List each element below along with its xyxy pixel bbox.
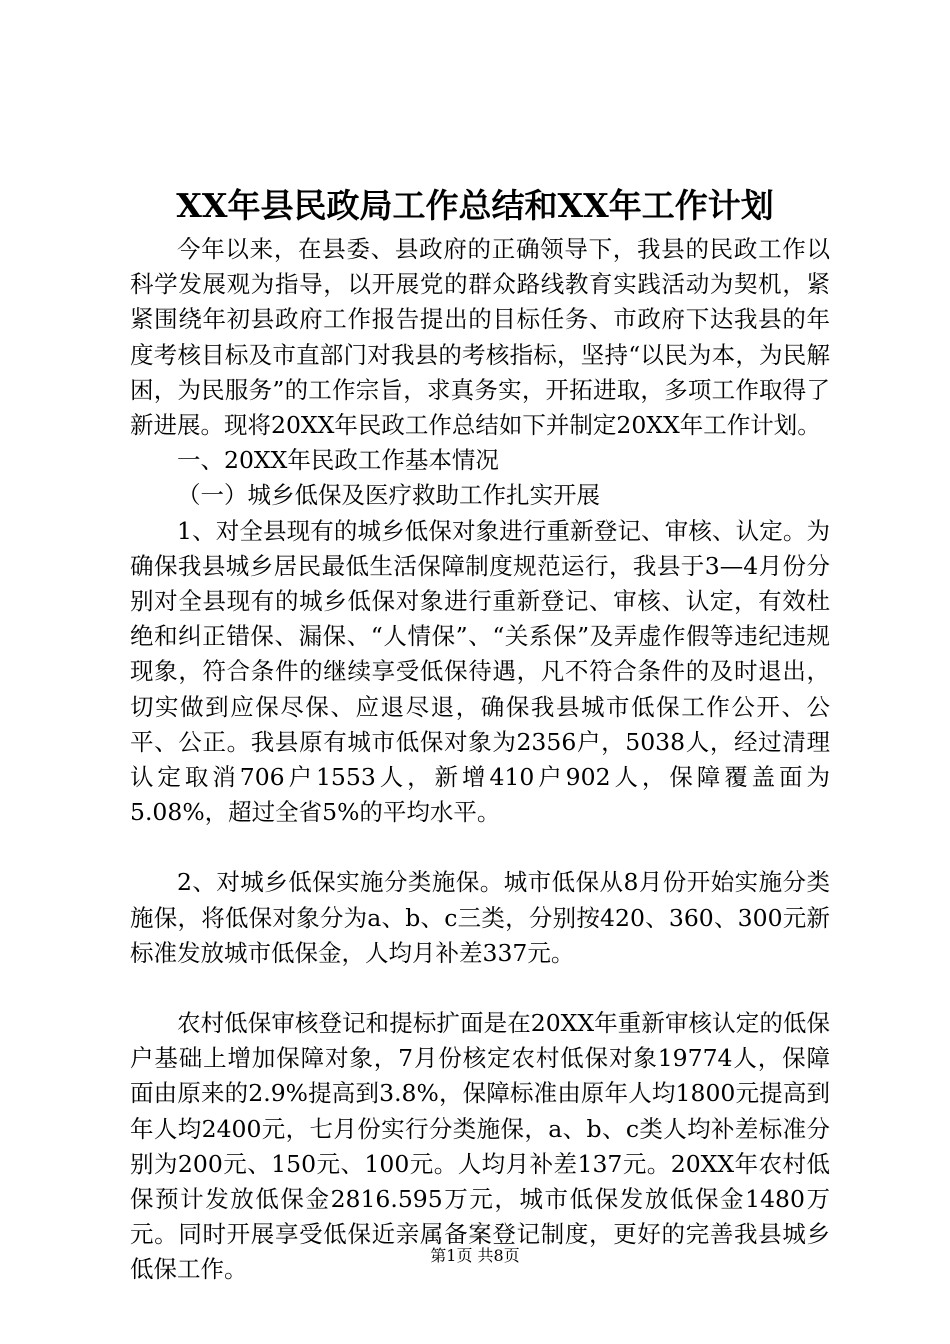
document-body	[130, 232, 830, 1288]
paragraph-rural-subsidy: 农村低保审核登记和提标扩面是在20XX年重新审核认定的低保户基础上增加保障对象，7月份核定农村低保对象19774人，保障面由原来的2.9%提高到3.8%，保障标准由原年人均1800元提高到年人均2400元，七月份实行分类施保，a、b、c类人均补差标准分别为200元、150元、100元。人均月补差137元。20XX年农村低保预计发放低保金2816.595万元，城市低保发放低保金1480万元。同时开展享受低保近亲属备案登记制度，更好的完善我县城乡低保工作。	[130, 1009, 830, 1284]
paragraph-item-2: 2、对城乡低保实施分类施保。城市低保从8月份开始实施分类施保，将低保对象分为a、b、c三类，分别按420、360、300元新标准发放城市低保金，人均月补差337元。	[130, 868, 830, 967]
subsection-heading: （一）城乡低保及医疗救助工作扎实开展	[177, 481, 600, 510]
page-footer: 第1页 共8页	[430, 1246, 520, 1265]
paragraph-intro: 今年以来，在县委、县政府的正确领导下，我县的民政工作以科学发展观为指导，以开展党的群众路线教育实践活动为契机，紧紧围绕年初县政府工作报告提出的目标任务、市政府下达我县的年度考核目标及市直部门对我县的考核指标，坚持“以民为本，为民解困，为民服务”的工作宗旨，求真务实，开拓进取，多项工作取得了新进展。现将20XX年民政工作总结如下并制定20XX年工作计划。	[130, 235, 830, 440]
document-title: XX年县民政局工作总结和XX年工作计划	[176, 186, 774, 225]
paragraph-item-1: 1、对全县现有的城乡低保对象进行重新登记、审核、认定。为确保我县城乡居民最低生活保障制度规范运行，我县于3—4月份分别对全县现有的城乡低保对象进行重新登记、审核、认定，有效杜绝和纠正错保、漏保、“人情保”、“关系保”及弄虚作假等违纪违规现象，符合条件的继续享受低保待遇，凡不符合条件的及时退出，切实做到应保尽保、应退尽退，确保我县城市低保工作公开、公平、公正。我县原有城市低保对象为2356户，5038人，经过清理认定取消706户1553人，新增410户902人，保障覆盖面为5.08%，超过全省5%的平均水平。	[130, 516, 830, 827]
section-heading: 一、20XX年民政工作基本情况	[177, 446, 499, 475]
